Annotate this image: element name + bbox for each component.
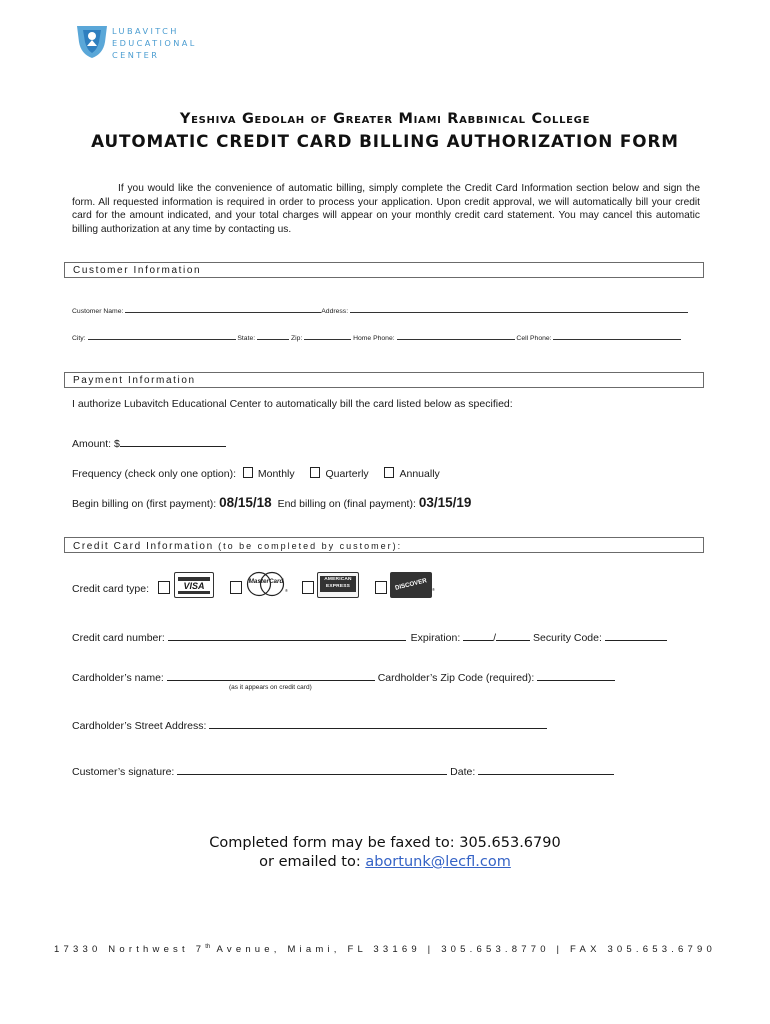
email-line <box>0 854 770 870</box>
mastercard-logo-icon <box>245 571 287 597</box>
discover-reg-mark: ® <box>432 587 435 592</box>
security-code-label: Security Code: <box>533 632 602 644</box>
footer-sup: th <box>205 944 211 950</box>
authorize-text: I authorize Lubavitch Educational Center to automatically bill the card listed below as specified: <box>72 398 513 410</box>
visa-text: VISA <box>183 581 205 591</box>
card-header-title: Credit Card Information <box>73 541 214 552</box>
street-address-label: Cardholder’s Street Address: <box>72 720 207 732</box>
customer-section-header: Customer Information <box>64 262 704 278</box>
mastercard-text: MasterCard <box>248 578 284 585</box>
logo-mark-icon <box>75 24 109 60</box>
visa-logo-icon <box>174 572 214 598</box>
city-label: City: <box>72 335 86 342</box>
discover-checkbox[interactable] <box>375 581 387 594</box>
quarterly-label: Quarterly <box>325 468 369 480</box>
begin-billing-label: Begin billing on (first payment): <box>72 498 217 510</box>
state-field[interactable] <box>257 332 289 340</box>
cardholder-zip-label: Cardholder’s Zip Code (required): <box>377 672 535 684</box>
cell-phone-field[interactable] <box>553 332 681 340</box>
billing-dates-row <box>72 495 471 510</box>
cardholder-name-note: (as it appears on credit card) <box>229 684 312 691</box>
city-field[interactable] <box>88 332 236 340</box>
fax-line: Completed form may be faxed to: 305.653.6790 <box>209 835 561 851</box>
monthly-checkbox[interactable] <box>243 467 253 478</box>
address-field[interactable] <box>350 305 688 313</box>
customer-name-field[interactable] <box>125 305 321 313</box>
state-label: State: <box>237 335 256 342</box>
intro-paragraph: If you would like the convenience of automatic billing, simply complete the Credit Card Information section below and sign the form. All requested information is required in order to process your application. Upon credit approval, we will automatically bill your credit card for the amount indicated, and your total charges will appear on your monthly credit card statement. You may cancel this automatic billing authorization at any time by contacting us. <box>72 183 700 235</box>
annually-label: Annually <box>399 468 440 480</box>
amount-label: Amount: $ <box>72 438 120 450</box>
customer-name-row <box>72 305 688 315</box>
end-billing-value[interactable]: 03/15/19 <box>418 495 472 510</box>
discover-logo-icon <box>390 572 435 598</box>
email-link[interactable]: abortunk@lecfl.com <box>365 854 511 870</box>
cardholder-name-label: Cardholder’s name: <box>72 672 164 684</box>
street-address-field[interactable] <box>209 718 547 729</box>
email-prefix: or emailed to: <box>259 854 361 870</box>
amount-field[interactable] <box>120 436 226 447</box>
logo-line-1: LUBAVITCH <box>112 26 179 36</box>
date-label: Date: <box>450 766 476 778</box>
monthly-label: Monthly <box>257 468 295 480</box>
mastercard-reg-mark: ® <box>285 588 288 593</box>
amex-text-1: AMERICAN <box>324 577 352 582</box>
home-phone-field[interactable] <box>397 332 515 340</box>
mastercard-checkbox[interactable] <box>230 581 242 594</box>
home-phone-label: Home Phone: <box>353 335 395 342</box>
payment-section-header: Payment Information <box>64 372 704 388</box>
customer-name-label: Customer Name: <box>72 308 124 315</box>
zip-field[interactable] <box>304 332 351 340</box>
card-number-row <box>72 630 667 644</box>
cardholder-zip-field[interactable] <box>537 670 615 681</box>
frequency-row <box>72 467 440 480</box>
amex-text-2: EXPRESS <box>325 584 351 589</box>
begin-billing-value[interactable]: 08/15/18 <box>219 495 272 510</box>
exp-separator: / <box>493 632 497 644</box>
exp-year-field[interactable] <box>496 630 530 641</box>
logo-line-3: CENTER <box>112 50 160 60</box>
discover-text: DISCOVER <box>394 577 428 592</box>
logo-wordmark <box>112 25 197 61</box>
signature-label: Customer’s signature: <box>72 766 175 778</box>
visa-checkbox[interactable] <box>158 581 170 594</box>
frequency-label: Frequency (check only one option): <box>72 468 237 480</box>
street-address-row <box>72 718 547 732</box>
quarterly-checkbox[interactable] <box>310 467 320 478</box>
signature-field[interactable] <box>177 764 447 775</box>
annually-checkbox[interactable] <box>384 467 394 478</box>
signature-row <box>72 764 614 778</box>
form-title: AUTOMATIC CREDIT CARD BILLING AUTHORIZATION FORM <box>91 131 679 151</box>
card-number-field[interactable] <box>168 630 406 641</box>
footer-part-2: Avenue, Miami, FL 33169 | 305.653.8770 | FAX 305.653.6790 <box>210 944 716 956</box>
logo-line-2: EDUCATIONAL <box>112 38 197 48</box>
cell-phone-label: Cell Phone: <box>516 335 552 342</box>
end-billing-label: End billing on (final payment): <box>277 498 416 510</box>
footer-address <box>0 944 770 955</box>
cardholder-row <box>72 670 615 684</box>
college-name: Yeshiva Gedolah of Greater Miami Rabbinical College <box>179 111 591 127</box>
exp-month-field[interactable] <box>463 630 493 641</box>
expiration-label: Expiration: <box>410 632 461 644</box>
date-field[interactable] <box>478 764 614 775</box>
security-code-field[interactable] <box>605 630 667 641</box>
amount-row <box>72 436 226 450</box>
amex-logo-icon <box>317 572 359 598</box>
amex-checkbox[interactable] <box>302 581 314 594</box>
zip-label: Zip: <box>290 335 303 342</box>
card-type-label: Credit card type: <box>72 583 150 595</box>
address-label: Address: <box>321 308 349 315</box>
card-section-header <box>64 537 704 553</box>
city-row <box>72 332 681 342</box>
footer-part-1: 17330 Northwest 7 <box>54 944 206 956</box>
card-header-note: (to be completed by customer): <box>218 541 403 551</box>
cardholder-name-field[interactable] <box>167 670 375 681</box>
card-number-label: Credit card number: <box>72 632 165 644</box>
